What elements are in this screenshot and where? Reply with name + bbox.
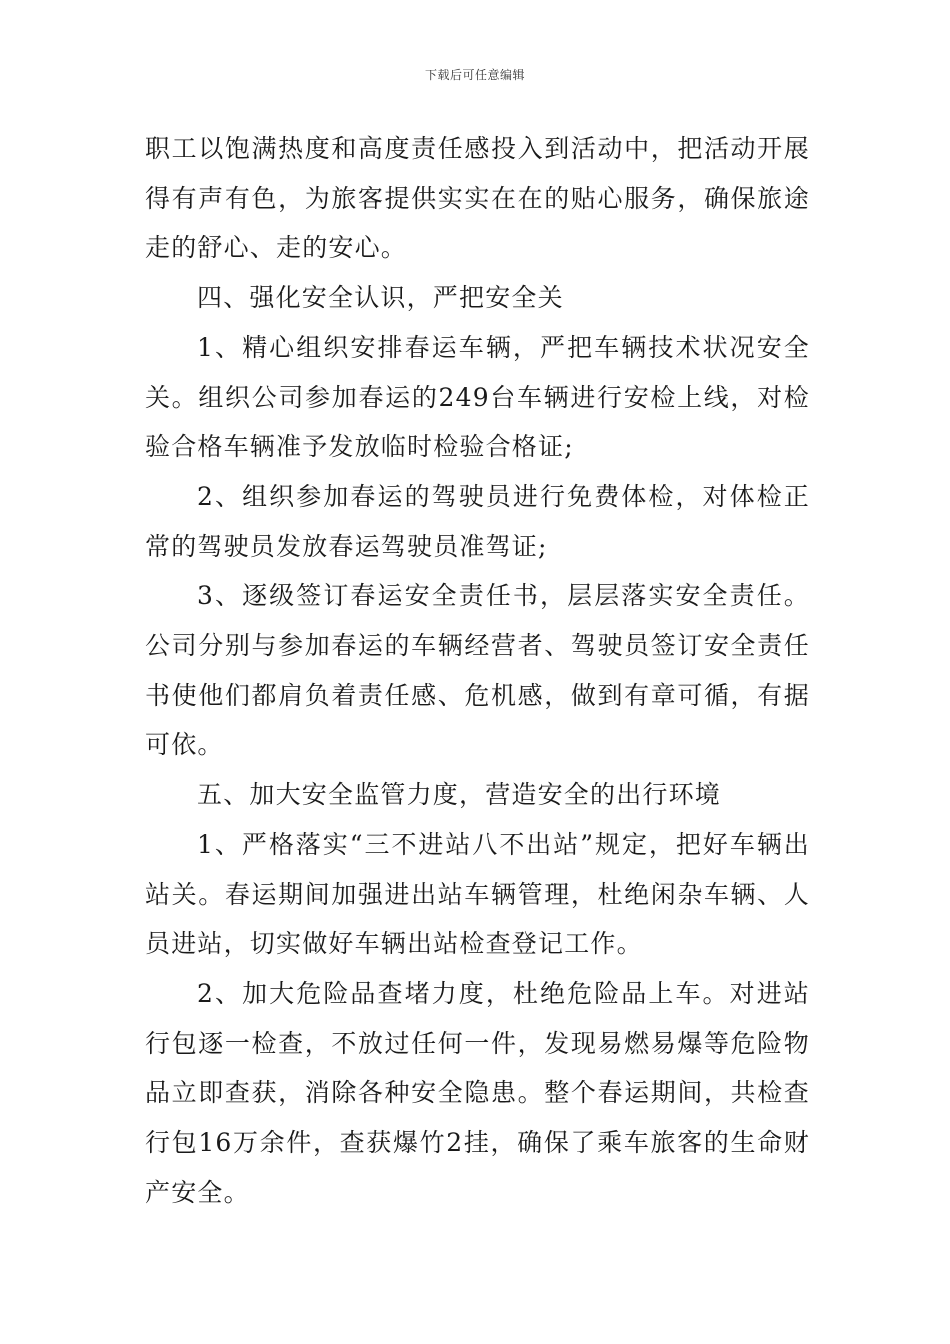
paragraph-1: 职工以饱满热度和高度责任感投入到活动中，把活动开展得有声有色，为旅客提供实实在在的贴心服务，确保旅途走的舒心、走的安心。: [145, 134, 810, 263]
section-heading-4: 四、强化安全认识，严把安全关: [197, 283, 564, 313]
paragraph-item-2: 2、组织参加春运的驾驶员进行免费体检，对体检正常的驾驶员发放春运驾驶员准驾证;: [145, 481, 810, 561]
paragraph-item-3: 3、逐级签订春运安全责任书，层层落实安全责任。公司分别与参加春运的车辆经营者、驾驶员签订安全责任书使他们都肩负着责任感、危机感，做到有章可循，有据可依。: [145, 581, 810, 760]
paragraph-item-1: 1、精心组织安排春运车辆，严把车辆技术状况安全关。组织公司参加春运的249台车辆进行安检上线，对检验合格车辆准予发放临时检验合格证;: [145, 332, 810, 462]
paragraph-item-5-2: 2、加大危险品查堵力度，杜绝危险品上车。对进站行包逐一检查，不放过任何一件，发现易燃易爆等危险物品立即查获，消除各种安全隐患。整个春运期间，共检查行包16万余件，查获爆竹2挂，确保了乘车旅客的生命财产安全。: [145, 978, 810, 1207]
page-header-note: 下载后可任意编辑: [424, 68, 525, 82]
document-body: [145, 124, 810, 1217]
section-heading-5: 五、加大安全监管力度，营造安全的出行环境: [197, 780, 722, 810]
paragraph-item-5-1: 1、严格落实“三不进站八不出站”规定，把好车辆出站关。春运期间加强进出站车辆管理，杜绝闲杂车辆、人员进站，切实做好车辆出站检查登记工作。: [145, 829, 810, 959]
